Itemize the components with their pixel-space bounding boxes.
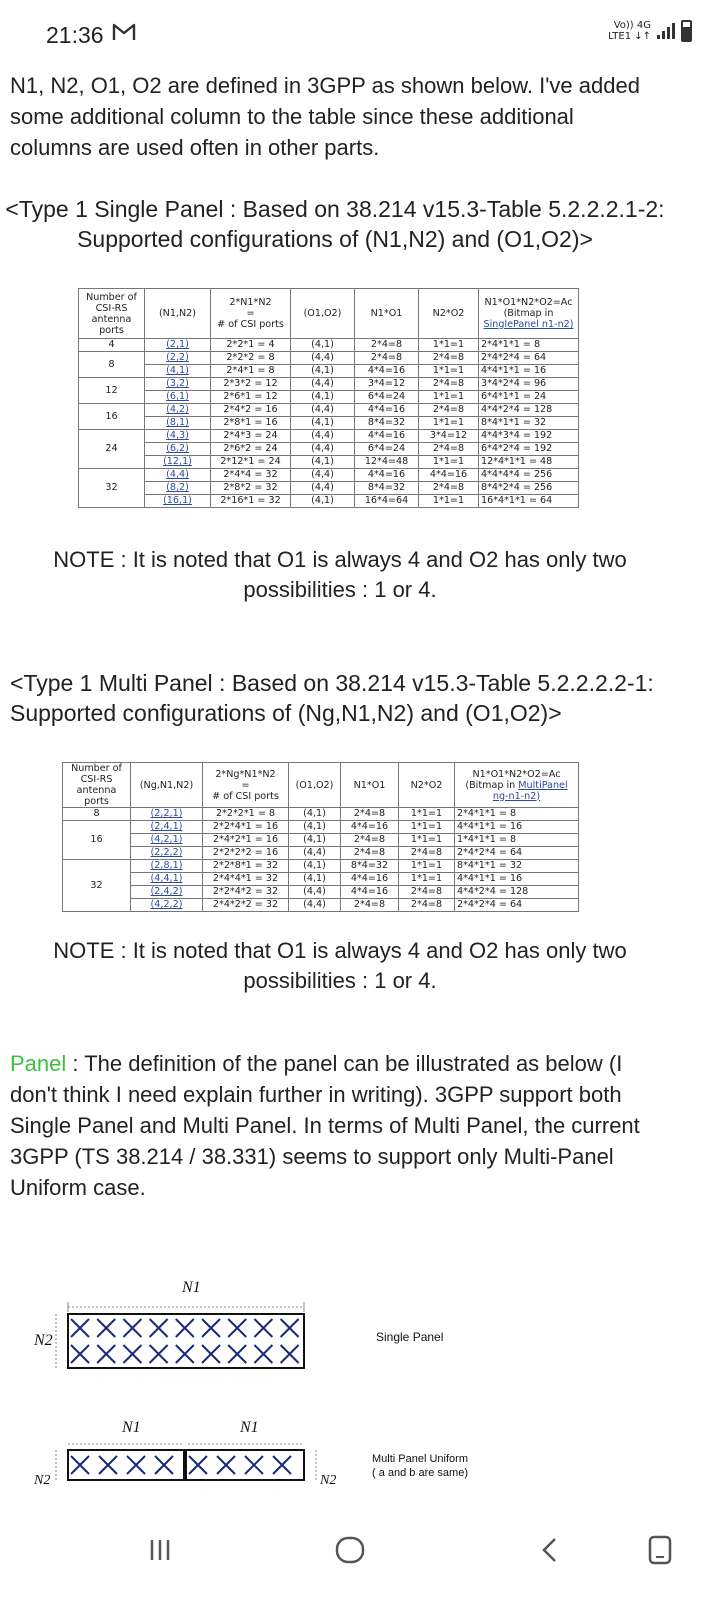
multi-panel-note: NOTE : It is noted that O1 is always 4 and O2 has only two possibilities : 1 or 4.	[53, 938, 627, 993]
header-o1o2: (O1,O2)	[291, 289, 355, 339]
csi-ports-cell: 2*4*2 = 16	[211, 404, 291, 417]
multi-panel-config-table	[62, 762, 579, 912]
header-n2o2: N2*O2	[419, 289, 479, 339]
header-ac-prefix: (Bitmap in	[503, 308, 554, 319]
header-n2o2: N2*O2	[399, 763, 455, 808]
antenna-cross-icon	[150, 1345, 168, 1363]
config-link[interactable]: (2,2,1)	[150, 808, 183, 819]
header-csi-formula: 2*N1*N2	[229, 297, 272, 308]
config-cell	[145, 352, 211, 365]
config-link[interactable]: (8,1)	[166, 417, 189, 428]
config-link[interactable]: (4,2,2)	[150, 899, 183, 910]
multi-panel-caption: <Type 1 Multi Panel : Based on 38.214 v15.3-Table 5.2.2.2.2-1: Supported configurations of (Ng,N1,N2) and (O1,O2)>	[10, 670, 654, 726]
gmail-icon	[112, 22, 136, 42]
table-row	[79, 404, 579, 417]
table-row	[63, 886, 579, 899]
o1o2-cell: (4,4)	[291, 469, 355, 482]
o1o2-cell: (4,4)	[291, 482, 355, 495]
csi-ports-cell: 2*3*2 = 12	[211, 378, 291, 391]
n1o1-cell: 12*4=48	[355, 456, 419, 469]
antenna-cross-icon	[176, 1345, 194, 1363]
ac-cell: 12*4*1*1 = 48	[479, 456, 579, 469]
n1-label-multi-a: N1	[122, 1419, 141, 1436]
csi-ports-cell: 2*4*3 = 24	[211, 430, 291, 443]
config-link[interactable]: (8,2)	[166, 482, 189, 493]
recent-apps-button[interactable]	[140, 1530, 180, 1570]
ac-cell: 4*4*3*4 = 192	[479, 430, 579, 443]
config-link[interactable]: (3,2)	[166, 378, 189, 389]
config-link[interactable]: (2,2)	[166, 352, 189, 363]
ac-cell: 8*4*1*1 = 32	[455, 860, 579, 873]
ac-cell: 4*4*4*4 = 256	[479, 469, 579, 482]
o1o2-cell: (4,1)	[289, 808, 341, 821]
single-panel-antennas	[71, 1319, 299, 1363]
bitmap-link[interactable]: MultiPanel ng-n1-n2)	[492, 779, 568, 802]
ports-cell: 24	[79, 430, 145, 469]
n2o2-cell: 1*1=1	[419, 495, 479, 508]
header-csi-label: # of CSI ports	[217, 319, 284, 330]
o1o2-cell: (4,1)	[289, 860, 341, 873]
config-cell	[145, 482, 211, 495]
header-csi-ports	[203, 763, 289, 808]
antenna-cross-icon	[281, 1319, 299, 1337]
back-button[interactable]	[530, 1530, 570, 1570]
antenna-cross-icon	[202, 1319, 220, 1337]
config-cell	[131, 847, 203, 860]
n1o1-cell: 2*4=8	[355, 352, 419, 365]
n2o2-cell: 2*4=8	[419, 482, 479, 495]
csi-ports-cell: 2*4*2*2 = 32	[203, 899, 289, 912]
network-indicator	[608, 20, 651, 42]
antenna-cross-icon	[71, 1456, 89, 1474]
o1o2-cell: (4,4)	[291, 404, 355, 417]
antenna-cross-icon	[99, 1456, 117, 1474]
ac-cell: 8*4*2*4 = 256	[479, 482, 579, 495]
n2-label-multi-a: N2	[34, 1473, 51, 1488]
multi-panel-label: Multi Panel Uniform	[372, 1453, 468, 1465]
header-n1n2: (N1,N2)	[145, 289, 211, 339]
csi-ports-cell: 2*8*2 = 32	[211, 482, 291, 495]
n2-label-single: N2	[34, 1332, 53, 1349]
table-row	[79, 339, 579, 352]
o1o2-cell: (4,4)	[291, 378, 355, 391]
n1o1-cell: 4*4=16	[355, 430, 419, 443]
n1o1-cell: 2*4=8	[341, 899, 399, 912]
antenna-cross-icon	[155, 1456, 173, 1474]
o1o2-cell: (4,1)	[291, 339, 355, 352]
config-link[interactable]: (6,2)	[166, 443, 189, 454]
config-cell	[131, 899, 203, 912]
config-link[interactable]: (12,1)	[163, 456, 192, 467]
n2o2-cell: 4*4=16	[419, 469, 479, 482]
config-cell	[145, 391, 211, 404]
config-link[interactable]: (4,4)	[166, 469, 189, 480]
status-bar	[0, 0, 720, 68]
o1o2-cell: (4,4)	[289, 847, 341, 860]
config-link[interactable]: (4,1)	[166, 365, 189, 376]
ports-cell: 8	[79, 352, 145, 378]
config-cell	[145, 456, 211, 469]
antenna-cross-icon	[150, 1319, 168, 1337]
n1o1-cell: 6*4=24	[355, 443, 419, 456]
n2o2-cell: 1*1=1	[399, 860, 455, 873]
o1o2-cell: (4,1)	[289, 834, 341, 847]
config-link[interactable]: (6,1)	[166, 391, 189, 402]
table-row	[79, 456, 579, 469]
csi-ports-cell: 2*2*4*2 = 32	[203, 886, 289, 899]
csi-ports-cell: 2*16*1 = 32	[211, 495, 291, 508]
header-ports: Number of CSI-RS antenna ports	[79, 289, 145, 339]
csi-ports-cell: 2*4*1 = 8	[211, 365, 291, 378]
config-link[interactable]: (16,1)	[163, 495, 192, 506]
table-row	[63, 847, 579, 860]
table-row	[79, 482, 579, 495]
table-row	[79, 365, 579, 378]
n2o2-cell: 2*4=8	[419, 352, 479, 365]
status-icons	[608, 20, 692, 42]
n1o1-cell: 4*4=16	[355, 365, 419, 378]
o1o2-cell: (4,4)	[289, 899, 341, 912]
antenna-cross-icon	[273, 1456, 291, 1474]
battery-icon	[681, 20, 692, 42]
ports-cell: 12	[79, 378, 145, 404]
o1o2-cell: (4,4)	[291, 443, 355, 456]
config-cell	[145, 443, 211, 456]
csi-ports-cell: 2*4*4*1 = 32	[203, 873, 289, 886]
n1o1-cell: 8*4=32	[355, 417, 419, 430]
multi-panel-b-rect	[186, 1450, 304, 1480]
o1o2-cell: (4,1)	[291, 495, 355, 508]
o1o2-cell: (4,1)	[289, 821, 341, 834]
n1o1-cell: 4*4=16	[341, 873, 399, 886]
antenna-cross-icon	[176, 1319, 194, 1337]
n1o1-cell: 8*4=32	[341, 860, 399, 873]
ac-cell: 4*4*1*1 = 16	[479, 365, 579, 378]
csi-ports-cell: 2*2*2*2 = 16	[203, 847, 289, 860]
n2o2-cell: 2*4=8	[399, 847, 455, 860]
table-row	[79, 391, 579, 404]
ports-cell: 16	[63, 821, 131, 860]
config-cell	[145, 365, 211, 378]
config-cell	[131, 834, 203, 847]
config-link[interactable]: (4,2,1)	[150, 834, 183, 845]
config-cell	[145, 339, 211, 352]
n2o2-cell: 2*4=8	[419, 443, 479, 456]
o1o2-cell: (4,4)	[291, 430, 355, 443]
ac-cell: 2*4*1*1 = 8	[479, 339, 579, 352]
n2o2-cell: 2*4=8	[399, 886, 455, 899]
n1o1-cell: 2*4=8	[355, 339, 419, 352]
table-row	[79, 378, 579, 391]
ac-cell: 16*4*1*1 = 64	[479, 495, 579, 508]
csi-ports-cell: 2*2*2*1 = 8	[203, 808, 289, 821]
n1o1-cell: 4*4=16	[341, 821, 399, 834]
header-csi-eq: =	[246, 308, 255, 319]
antenna-cross-icon	[189, 1456, 207, 1474]
n1o1-cell: 4*4=16	[355, 469, 419, 482]
header-csi-formula: 2*Ng*N1*N2	[215, 768, 276, 780]
config-cell	[145, 417, 211, 430]
config-link[interactable]: (4,2)	[166, 404, 189, 415]
ac-cell: 4*4*1*1 = 16	[455, 873, 579, 886]
ac-cell: 2*4*2*4 = 64	[455, 847, 579, 860]
table-row	[79, 443, 579, 456]
n2o2-cell: 1*1=1	[399, 834, 455, 847]
panel-paragraph	[10, 1048, 660, 1203]
n1-label-single: N1	[182, 1279, 201, 1296]
antenna-cross-icon	[123, 1345, 141, 1363]
config-link[interactable]: (2,4,2)	[150, 886, 183, 897]
table-row	[79, 430, 579, 443]
status-time: 21:36	[46, 22, 104, 48]
config-link[interactable]: (2,1)	[166, 339, 189, 350]
single-panel-caption: <Type 1 Single Panel : Based on 38.214 v15.3-Table 5.2.2.2.1-2: Supported configurations of (N1,N2) and (O1,O2)>	[5, 196, 665, 252]
multi-panel-sublabel: ( a and b are same)	[372, 1467, 468, 1479]
csi-ports-cell: 2*6*1 = 12	[211, 391, 291, 404]
network-line-1: Vo)) 4G	[613, 20, 651, 31]
antenna-cross-icon	[281, 1345, 299, 1363]
csi-ports-cell: 2*2*8*1 = 32	[203, 860, 289, 873]
n1o1-cell: 4*4=16	[355, 404, 419, 417]
antenna-cross-icon	[254, 1345, 272, 1363]
home-button[interactable]	[330, 1530, 370, 1570]
antenna-cross-icon	[228, 1345, 246, 1363]
antenna-cross-icon	[123, 1319, 141, 1337]
n1o1-cell: 2*4=8	[341, 808, 399, 821]
ports-cell: 32	[63, 860, 131, 912]
table-row	[63, 808, 579, 821]
o1o2-cell: (4,1)	[291, 456, 355, 469]
ac-cell: 8*4*1*1 = 32	[479, 417, 579, 430]
ports-cell: 8	[63, 808, 131, 821]
n2o2-cell: 1*1=1	[419, 339, 479, 352]
header-n1o1: N1*O1	[341, 763, 399, 808]
header-ports: Number of CSI-RS antenna ports	[63, 763, 131, 808]
table-row	[63, 899, 579, 912]
antenna-cross-icon	[217, 1456, 235, 1474]
config-link[interactable]: (4,4,1)	[150, 873, 183, 884]
single-panel-note: NOTE : It is noted that O1 is always 4 and O2 has only two possibilities : 1 or 4.	[53, 547, 627, 602]
ac-cell: 1*4*1*1 = 8	[455, 834, 579, 847]
table-row	[63, 834, 579, 847]
table-row	[79, 469, 579, 482]
o1o2-cell: (4,1)	[291, 365, 355, 378]
header-ngn1n2: (Ng,N1,N2)	[131, 763, 203, 808]
n2o2-cell: 3*4=12	[419, 430, 479, 443]
table-row	[63, 873, 579, 886]
antenna-cross-icon	[97, 1319, 115, 1337]
n2o2-cell: 2*4=8	[419, 378, 479, 391]
panel-text: : The definition of the panel can be illustrated as below (I don't think I need explain further in writing). 3GPP support both Single Panel and Multi Panel. In terms of Multi Panel, the current 3GPP (TS 38.214 / 38.331) seems to support only Multi-Panel Uniform case.	[10, 1051, 640, 1200]
config-cell	[131, 821, 203, 834]
config-cell	[145, 378, 211, 391]
table-row	[63, 860, 579, 873]
ac-cell: 4*4*2*4 = 128	[455, 886, 579, 899]
csi-ports-cell: 2*2*4*1 = 16	[203, 821, 289, 834]
antenna-cross-icon	[228, 1319, 246, 1337]
antenna-cross-icon	[71, 1319, 89, 1337]
o1o2-cell: (4,1)	[291, 417, 355, 430]
n1o1-cell: 2*4=8	[341, 847, 399, 860]
header-ac-formula: N1*O1*N2*O2=Ac	[472, 768, 561, 780]
header-ac	[479, 289, 579, 339]
header-o1o2: (O1,O2)	[289, 763, 341, 808]
multi-panel-a-rect	[68, 1450, 184, 1480]
csi-ports-cell: 2*6*2 = 24	[211, 443, 291, 456]
n2o2-cell: 1*1=1	[399, 821, 455, 834]
keyboard-toggle-button[interactable]	[640, 1530, 680, 1570]
antenna-cross-icon	[254, 1319, 272, 1337]
n2o2-cell: 1*1=1	[419, 391, 479, 404]
panel-diagram	[0, 1268, 720, 1488]
panel-keyword: Panel	[10, 1051, 67, 1076]
csi-ports-cell: 2*12*1 = 24	[211, 456, 291, 469]
ac-cell: 6*4*2*4 = 192	[479, 443, 579, 456]
table-row	[79, 352, 579, 365]
n2o2-cell: 1*1=1	[399, 873, 455, 886]
n2-label-multi-b: N2	[320, 1473, 337, 1488]
multi-panel-antennas	[71, 1456, 291, 1474]
n1o1-cell: 16*4=64	[355, 495, 419, 508]
antenna-cross-icon	[202, 1345, 220, 1363]
antenna-cross-icon	[127, 1456, 145, 1474]
ports-cell: 4	[79, 339, 145, 352]
n1o1-cell: 4*4=16	[341, 886, 399, 899]
header-ac-formula: N1*O1*N2*O2=Ac	[484, 297, 573, 308]
o1o2-cell: (4,4)	[289, 886, 341, 899]
n2o2-cell: 1*1=1	[419, 417, 479, 430]
csi-ports-cell: 2*4*4 = 32	[211, 469, 291, 482]
config-cell	[145, 404, 211, 417]
ac-cell: 4*4*1*1 = 16	[455, 821, 579, 834]
header-csi-eq: =	[241, 779, 250, 791]
intro-paragraph: N1, N2, O1, O2 are defined in 3GPP as shown below. I've added some additional column to the table since these additional columns are used often in other parts.	[10, 73, 640, 160]
n1o1-cell: 6*4=24	[355, 391, 419, 404]
n2o2-cell: 2*4=8	[399, 899, 455, 912]
n2o2-cell: 1*1=1	[419, 365, 479, 378]
single-panel-config-table	[78, 288, 579, 508]
header-ac	[455, 763, 579, 808]
n2o2-cell: 1*1=1	[399, 808, 455, 821]
config-cell	[145, 495, 211, 508]
config-link[interactable]: (4,3)	[166, 430, 189, 441]
antenna-cross-icon	[245, 1456, 263, 1474]
config-cell	[131, 808, 203, 821]
ac-cell: 2*4*2*4 = 64	[479, 352, 579, 365]
config-cell	[131, 860, 203, 873]
table-row	[79, 417, 579, 430]
single-panel-label: Single Panel	[376, 1330, 444, 1344]
csi-ports-cell: 2*4*2*1 = 16	[203, 834, 289, 847]
bitmap-link[interactable]: SinglePanel n1-n2)	[483, 319, 574, 330]
header-csi-label: # of CSI ports	[212, 790, 279, 802]
config-link[interactable]: (2,2,2)	[150, 847, 183, 858]
config-cell	[145, 469, 211, 482]
config-link[interactable]: (2,8,1)	[150, 860, 183, 871]
header-n1o1: N1*O1	[355, 289, 419, 339]
n2o2-cell: 2*4=8	[419, 404, 479, 417]
header-ac-prefix: (Bitmap in	[465, 779, 519, 791]
ac-cell: 2*4*2*4 = 64	[455, 899, 579, 912]
o1o2-cell: (4,4)	[291, 352, 355, 365]
n2o2-cell: 1*1=1	[419, 456, 479, 469]
header-csi-ports	[211, 289, 291, 339]
csi-ports-cell: 2*2*1 = 4	[211, 339, 291, 352]
o1o2-cell: (4,1)	[291, 391, 355, 404]
n1o1-cell: 2*4=8	[341, 834, 399, 847]
navigation-bar	[0, 1500, 720, 1600]
csi-ports-cell: 2*2*2 = 8	[211, 352, 291, 365]
ports-cell: 32	[79, 469, 145, 508]
table-row	[79, 495, 579, 508]
ports-cell: 16	[79, 404, 145, 430]
config-link[interactable]: (2,4,1)	[150, 821, 183, 832]
ac-cell: 3*4*2*4 = 96	[479, 378, 579, 391]
ac-cell: 2*4*1*1 = 8	[455, 808, 579, 821]
antenna-cross-icon	[71, 1345, 89, 1363]
config-cell	[131, 873, 203, 886]
network-line-2: LTE1 ↓↑	[608, 31, 651, 42]
ac-cell: 6*4*1*1 = 24	[479, 391, 579, 404]
csi-ports-cell: 2*8*1 = 16	[211, 417, 291, 430]
antenna-cross-icon	[97, 1345, 115, 1363]
n1o1-cell: 8*4=32	[355, 482, 419, 495]
ac-cell: 4*4*2*4 = 128	[479, 404, 579, 417]
table-row	[63, 821, 579, 834]
config-cell	[145, 430, 211, 443]
config-cell	[131, 886, 203, 899]
o1o2-cell: (4,1)	[289, 873, 341, 886]
n1o1-cell: 3*4=12	[355, 378, 419, 391]
n1-label-multi-b: N1	[240, 1419, 259, 1436]
signal-icon	[657, 23, 675, 39]
